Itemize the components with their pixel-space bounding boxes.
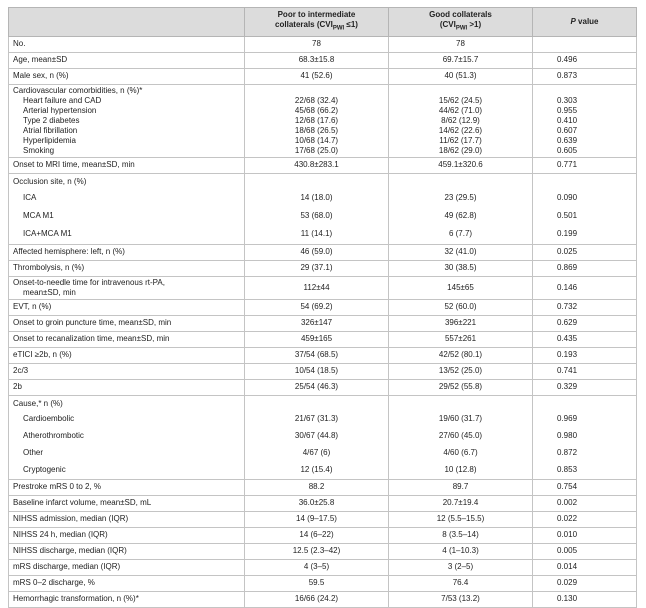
poor-value: 37/54 (68.5) — [245, 347, 389, 363]
table-row — [9, 36, 637, 52]
table-row — [9, 276, 637, 299]
good-value: 42/52 (80.1) — [389, 347, 533, 363]
row-label: Baseline infarct volume, mean±SD, mL — [9, 495, 245, 511]
table-row — [9, 52, 637, 68]
table-row — [9, 527, 637, 543]
good-value: 7/53 (13.2) — [389, 591, 533, 607]
good-value: 13/52 (25.0) — [389, 363, 533, 379]
p-value: 0.005 — [533, 543, 637, 559]
good-value-group: 23 (29.5) 49 (62.8) 6 (7.7) — [389, 173, 533, 244]
poor-value: 41 (52.6) — [245, 68, 389, 84]
poor-value: 16/66 (24.2) — [245, 591, 389, 607]
row-label: mRS 0–2 discharge, % — [9, 575, 245, 591]
row-label: Hemorrhagic transformation, n (%)* — [9, 591, 245, 607]
p-value — [533, 36, 637, 52]
row-label: Prestroke mRS 0 to 2, % — [9, 479, 245, 495]
table-row-group — [9, 395, 637, 479]
header-good-collaterals: Good collaterals $(CVI_{PWI} >1)$ — [389, 8, 533, 37]
good-value: 30 (38.5) — [389, 260, 533, 276]
row-label-group: Occlusion site, n (%) ICA MCA M1 ICA+MCA M1 — [9, 173, 245, 244]
row-label: 2c/3 — [9, 363, 245, 379]
p-value: 0.029 — [533, 575, 637, 591]
good-value: 3 (2–5) — [389, 559, 533, 575]
table-row — [9, 299, 637, 315]
row-label: mRS discharge, median (IQR) — [9, 559, 245, 575]
poor-value: 14 (9–17.5) — [245, 511, 389, 527]
poor-value: 59.5 — [245, 575, 389, 591]
poor-value: 10/54 (18.5) — [245, 363, 389, 379]
good-value: 396±221 — [389, 315, 533, 331]
poor-value-group: 21/67 (31.3) 30/67 (44.8) 4/67 (6) 12 (15.4) — [245, 395, 389, 479]
row-label: NIHSS 24 h, median (IQR) — [9, 527, 245, 543]
header-poor-collaterals: Poor to intermediate collaterals $(CVI_{PWI} \le 1)$ — [245, 8, 389, 37]
poor-value: 54 (69.2) — [245, 299, 389, 315]
good-value: 557±261 — [389, 331, 533, 347]
table-row — [9, 543, 637, 559]
p-value: 0.741 — [533, 363, 637, 379]
poor-value: 459±165 — [245, 331, 389, 347]
p-value: 0.002 — [533, 495, 637, 511]
good-value: 8 (3.5–14) — [389, 527, 533, 543]
table-row — [9, 575, 637, 591]
good-value: 89.7 — [389, 479, 533, 495]
poor-value: 14 (6–22) — [245, 527, 389, 543]
poor-value: 68.3±15.8 — [245, 52, 389, 68]
poor-value: 326±147 — [245, 315, 389, 331]
poor-value: 112±44 — [245, 276, 389, 299]
p-value: 0.869 — [533, 260, 637, 276]
p-value-group: 0.303 0.955 0.410 0.607 0.639 0.605 — [533, 84, 637, 157]
table-row — [9, 244, 637, 260]
good-value: 459.1±320.6 — [389, 157, 533, 173]
table-row — [9, 347, 637, 363]
table-row-group — [9, 173, 637, 244]
good-value: 52 (60.0) — [389, 299, 533, 315]
p-value: 0.732 — [533, 299, 637, 315]
poor-value: 36.0±25.8 — [245, 495, 389, 511]
header-row — [9, 8, 637, 37]
row-label: Onset-to-needle time for intravenous rt-PA, mean±SD, min — [9, 276, 245, 299]
row-label: NIHSS admission, median (IQR) — [9, 511, 245, 527]
good-value: 12 (5.5–15.5) — [389, 511, 533, 527]
row-label: eTICI ≥2b, n (%) — [9, 347, 245, 363]
table-row — [9, 495, 637, 511]
row-label: EVT, n (%) — [9, 299, 245, 315]
good-value: 40 (51.3) — [389, 68, 533, 84]
header-empty — [9, 8, 245, 37]
row-label: Thrombolysis, n (%) — [9, 260, 245, 276]
poor-value-group: 22/68 (32.4) 45/68 (66.2) 12/68 (17.6) 18/68 (26.5) 10/68 (14.7) 17/68 (25.0) — [245, 84, 389, 157]
p-value: 0.022 — [533, 511, 637, 527]
table-row — [9, 331, 637, 347]
table-row — [9, 479, 637, 495]
table-row — [9, 363, 637, 379]
p-value: 0.146 — [533, 276, 637, 299]
poor-value: 88.2 — [245, 479, 389, 495]
poor-value: 12.5 (2.3–42) — [245, 543, 389, 559]
row-label: Onset to recanalization time, mean±SD, min — [9, 331, 245, 347]
row-label: Affected hemisphere: left, n (%) — [9, 244, 245, 260]
p-value: 0.025 — [533, 244, 637, 260]
p-value-group: 0.090 0.501 0.199 — [533, 173, 637, 244]
row-label-group: Cardiovascular comorbidities, n (%)* Heart failure and CAD Arterial hypertension Type 2 diabetes Atrial fibrillation Hyperlipidemia Smoking — [9, 84, 245, 157]
row-label: No. — [9, 36, 245, 52]
table-row — [9, 68, 637, 84]
good-value: 4 (1–10.3) — [389, 543, 533, 559]
table-row — [9, 591, 637, 607]
good-value: 76.4 — [389, 575, 533, 591]
good-value: 20.7±19.4 — [389, 495, 533, 511]
p-value: 0.010 — [533, 527, 637, 543]
table-row — [9, 157, 637, 173]
p-value: 0.329 — [533, 379, 637, 395]
p-value: 0.130 — [533, 591, 637, 607]
poor-value: 46 (59.0) — [245, 244, 389, 260]
p-value: 0.014 — [533, 559, 637, 575]
table-row — [9, 511, 637, 527]
p-value: 0.873 — [533, 68, 637, 84]
p-value: 0.771 — [533, 157, 637, 173]
good-value: 78 — [389, 36, 533, 52]
row-label-group: Cause,* n (%) Cardioembolic Atherothrombotic Other Cryptogenic — [9, 395, 245, 479]
row-label: Male sex, n (%) — [9, 68, 245, 84]
row-label: 2b — [9, 379, 245, 395]
row-label: Onset to MRI time, mean±SD, min — [9, 157, 245, 173]
p-value: 0.193 — [533, 347, 637, 363]
poor-value-group: 14 (18.0) 53 (68.0) 11 (14.1) — [245, 173, 389, 244]
good-value: 69.7±15.7 — [389, 52, 533, 68]
table-row — [9, 260, 637, 276]
poor-value: 25/54 (46.3) — [245, 379, 389, 395]
good-value: 145±65 — [389, 276, 533, 299]
table-row-group — [9, 84, 637, 157]
good-value-group: 19/60 (31.7) 27/60 (45.0) 4/60 (6.7) 10 (12.8) — [389, 395, 533, 479]
p-value: 0.629 — [533, 315, 637, 331]
p-value: 0.754 — [533, 479, 637, 495]
table-row — [9, 379, 637, 395]
row-label: Age, mean±SD — [9, 52, 245, 68]
poor-value: 78 — [245, 36, 389, 52]
table-row — [9, 559, 637, 575]
good-value: 29/52 (55.8) — [389, 379, 533, 395]
poor-value: 4 (3–5) — [245, 559, 389, 575]
table-row — [9, 315, 637, 331]
characteristics-table — [8, 7, 637, 608]
good-value-group: 15/62 (24.5) 44/62 (71.0) 8/62 (12.9) 14/62 (22.6) 11/62 (17.7) 18/62 (29.0) — [389, 84, 533, 157]
p-value: 0.435 — [533, 331, 637, 347]
good-value: 32 (41.0) — [389, 244, 533, 260]
row-label: Onset to groin puncture time, mean±SD, min — [9, 315, 245, 331]
table-container — [8, 7, 636, 608]
row-label: NIHSS discharge, median (IQR) — [9, 543, 245, 559]
p-value: 0.496 — [533, 52, 637, 68]
p-value-group: 0.969 0.980 0.872 0.853 — [533, 395, 637, 479]
poor-value: 29 (37.1) — [245, 260, 389, 276]
header-p-value: P value — [533, 8, 637, 37]
poor-value: 430.8±283.1 — [245, 157, 389, 173]
